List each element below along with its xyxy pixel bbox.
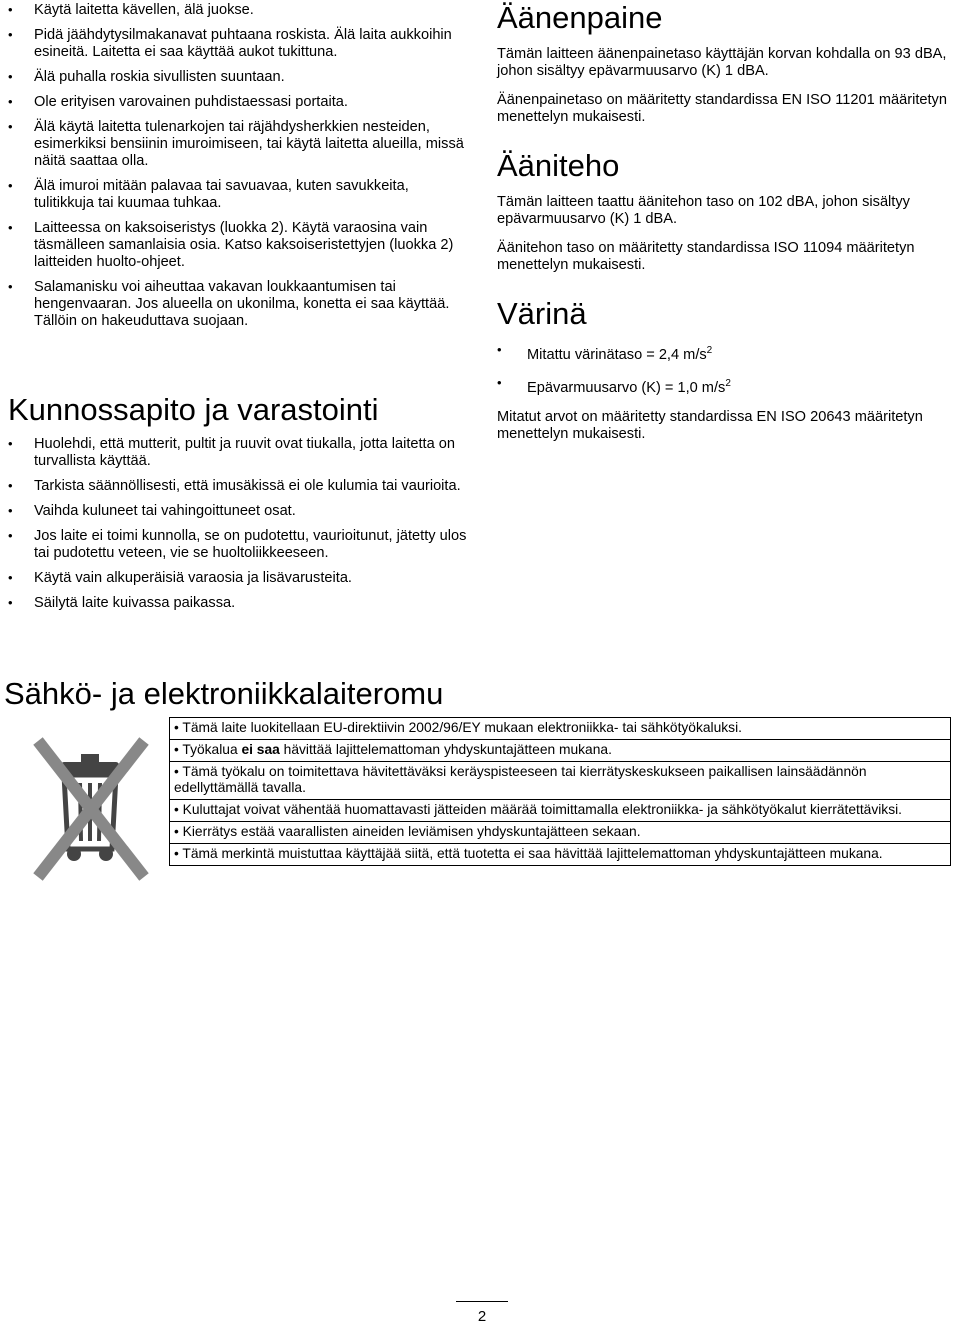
safety-list: [8, 2, 470, 330]
table-row: • Työkalua ei saa hävittää lajittelemattoman yhdyskuntajätteen mukana.: [170, 740, 951, 762]
bullet-icon: •: [8, 436, 13, 451]
bullet-icon: •: [8, 119, 13, 134]
list-item: • Älä imuroi mitään palavaa tai savuavaa, kuten savukkeita, tulitikkuja tai kuumaa tuhkaa.: [8, 178, 409, 211]
bullet-icon: •: [8, 178, 13, 193]
bullet-icon: •: [8, 27, 13, 42]
list-item: • Älä puhalla roskia sivullisten suuntaan.: [8, 69, 285, 85]
sound-power-standard: Äänitehon taso on määritetty standardissa ISO 11094 määritetyn menettelyn mukaisesti.: [497, 240, 915, 273]
crossed-out-wheelie-bin-icon: [4, 717, 169, 897]
bullet-icon: •: [8, 69, 13, 84]
list-item: • Jos laite ei toimi kunnolla, se on pudotettu, vaurioitunut, jätetty ulos tai pudotettu veteen, vie se huoltoliikkeeseen.: [8, 528, 467, 561]
bullet-icon: •: [8, 503, 13, 518]
footer-rule: [456, 1301, 508, 1302]
sound-pressure-text: Tämän laitteen äänenpainetaso käyttäjän korvan kohdalla on 93 dBA, johon sisältyy epävarmuusarvo (K) 1 dBA.: [497, 46, 947, 79]
table-row: • Kuluttajat voivat vähentää huomattavasti jätteiden määrää toimittamalla elektroniikka- ja sähkötyökalut kierrätettäviksi.: [170, 800, 951, 822]
list-item: • Mitattu värinätaso = 2,4 $m/s^2$: [497, 342, 713, 363]
list-item: • Tarkista säännöllisesti, että imusäkissä ei ole kulumia tai vaurioita.: [8, 478, 461, 494]
bullet-icon: •: [497, 374, 502, 390]
list-item: • Älä käytä laitetta tulenarkojen tai räjähdysherkkien nesteiden, esimerkiksi bensiinin imuroimiseen, tai käytä laitetta alueilla, missä näitä saattaa olla.: [8, 119, 464, 169]
list-item: • Säilytä laite kuivassa paikassa.: [8, 595, 236, 611]
sound-power-text: Tämän laitteen taattu äänitehon taso on 102 dBA, johon sisältyy epävarmuusarvo (K) 1 dBA.: [497, 194, 910, 227]
list-item: • Laitteessa on kaksoiseristys (luokka 2). Käytä varaosina vain täsmälleen samanlaisia osia. Katso kaksoiseristettyjen (luokka 2) laitteiden huolto-ohjeet.: [8, 220, 454, 270]
page-footer: [456, 1301, 508, 1325]
list-item: • Käytä vain alkuperäisiä varaosia ja lisävarusteita.: [8, 570, 352, 586]
list-item: • Epävarmuusarvo (K) = 1,0 $m/s^2$: [497, 374, 731, 396]
list-item: • Vaihda kuluneet tai vahingoittuneet osat.: [8, 503, 296, 519]
maintenance-section: [8, 392, 470, 620]
vibration-heading: Värinä: [497, 296, 587, 331]
table-row: • Tämä työkalu on toimitettava hävitettäväksi keräyspisteeseen tai kierrätyskeskukseen paikallisen lainsäädännön edellyttämällä tavalla.: [170, 762, 951, 800]
list-item: • Pidä jäähdytysilmakanavat puhtaana roskista. Älä laita aukkoihin esineitä. Laitetta ei saa käyttää aukot tukittuna.: [8, 27, 452, 60]
bullet-icon: •: [8, 570, 13, 585]
sound-pressure-standard: Äänenpainetaso on määritetty standardissa EN ISO 11201 määritetyn menettelyn mukaisesti.: [497, 92, 947, 125]
maintenance-list: [8, 436, 470, 612]
weee-heading: Sähkö- ja elektroniikkalaiteromu: [4, 676, 444, 711]
bullet-icon: •: [8, 528, 13, 543]
list-item: • Ole erityisen varovainen puhdistaessasi portaita.: [8, 94, 348, 110]
bullet-icon: •: [8, 478, 13, 493]
vibration-list: [497, 342, 959, 397]
bullet-icon: •: [8, 94, 13, 109]
table-row: • Tämä merkintä muistuttaa käyttäjää siitä, että tuotetta ei saa hävittää lajittelemattoman yhdyskuntajätteen mukana.: [170, 844, 951, 866]
bullet-icon: •: [8, 220, 13, 235]
list-item: • Käytä laitetta kävellen, älä juokse.: [8, 2, 254, 18]
safety-bullets: [8, 2, 470, 338]
sound-power-heading: Ääniteho: [497, 148, 620, 183]
bullet-icon: •: [497, 342, 502, 357]
table-row: • Kierrätys estää vaarallisten aineiden leviämisen yhdyskuntajätteen sekaan.: [170, 822, 951, 844]
table-row: • Tämä laite luokitellaan EU-direktiivin 2002/96/EY mukaan elektroniikka- tai sähkötyökaluksi.: [174, 720, 742, 735]
sound-pressure-heading: Äänenpaine: [497, 0, 663, 35]
weee-section: [4, 676, 956, 897]
bullet-icon: •: [8, 279, 13, 294]
list-item: • Huolehdi, että mutterit, pultit ja ruuvit ovat tiukalla, jotta laitetta on turvallista käyttää.: [8, 436, 456, 469]
page-number: 2: [477, 1308, 487, 1325]
vibration-standard: Mitatut arvot on määritetty standardissa EN ISO 20643 määritetyn menettelyn mukaisesti.: [497, 408, 923, 442]
right-column: [497, 0, 959, 455]
weee-info-table: [169, 717, 951, 866]
bullet-icon: •: [8, 2, 13, 17]
maintenance-heading: Kunnossapito ja varastointi: [8, 392, 379, 427]
list-item: • Salamanisku voi aiheuttaa vakavan loukkaantumisen tai hengenvaaran. Jos alueella on ukonilma, konetta ei saa käyttää. Tällöin on hakeuduttava suojaan.: [8, 279, 450, 329]
bullet-icon: •: [8, 595, 13, 610]
